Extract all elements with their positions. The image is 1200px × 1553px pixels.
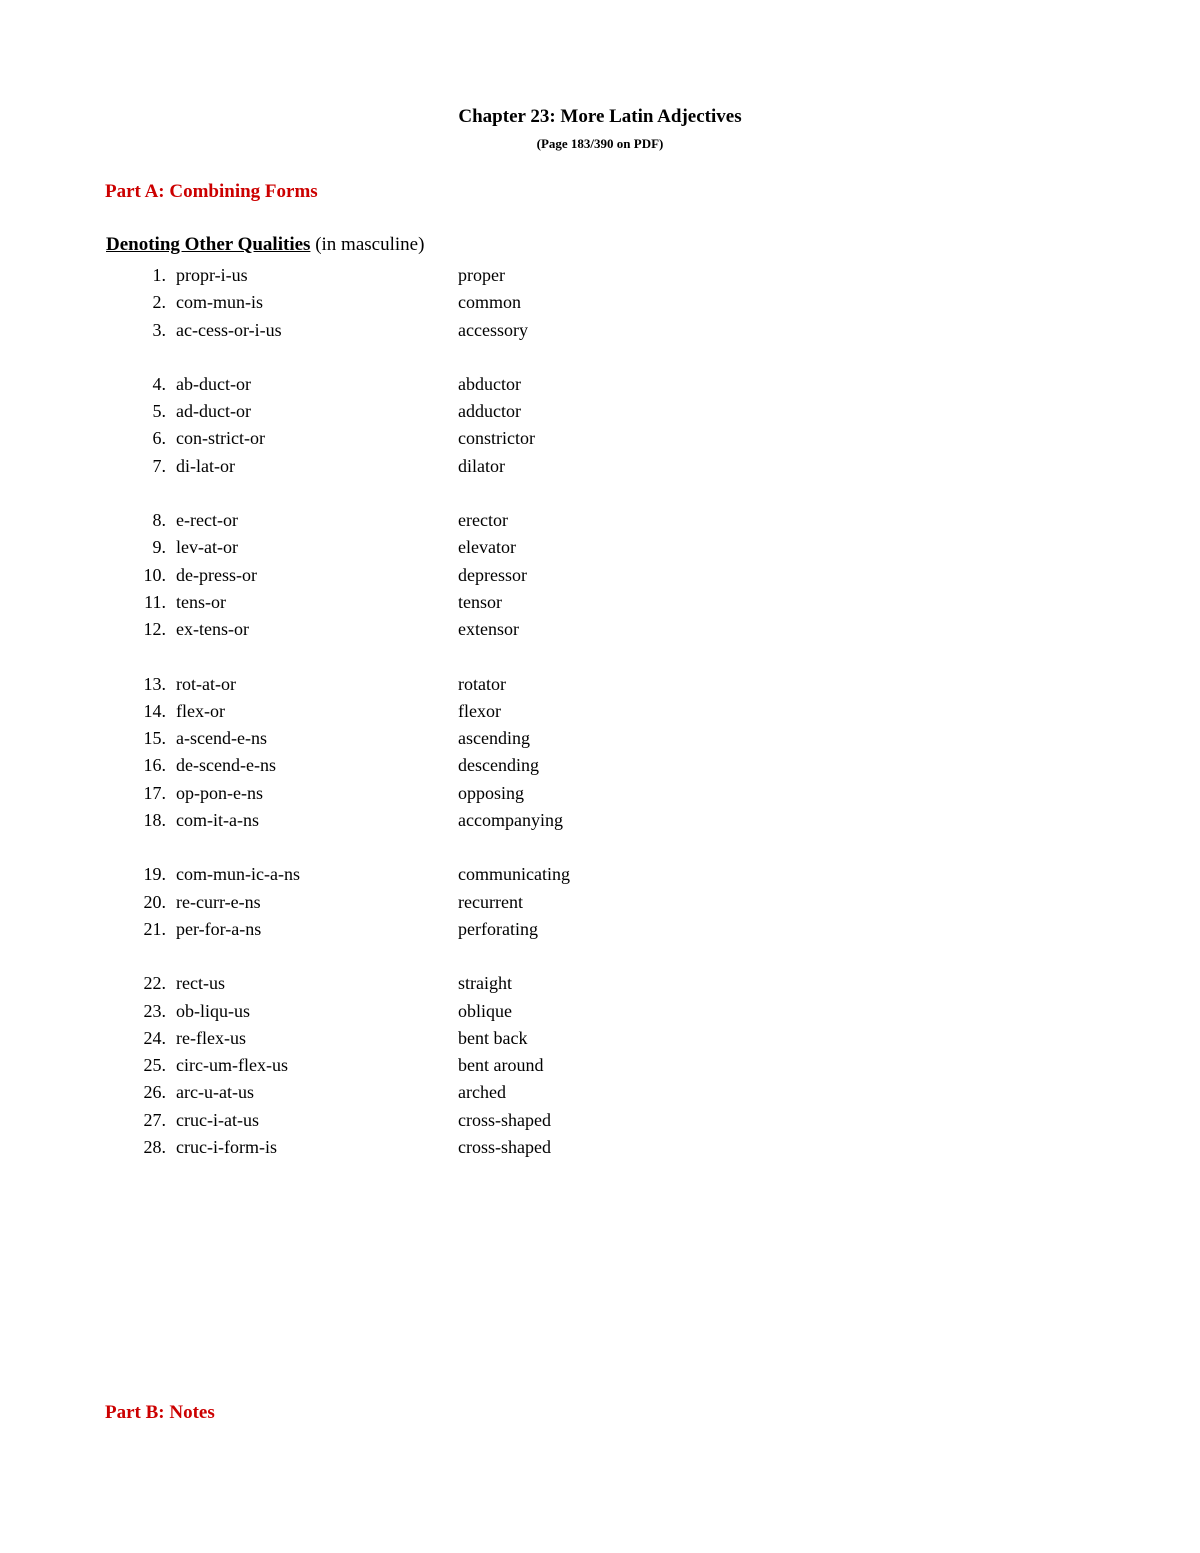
term-row: [0, 453, 1200, 480]
term-number: 15.: [143, 728, 166, 749]
page-title: Chapter 23: More Latin Adjectives: [458, 106, 742, 127]
term-latin: tens-or: [176, 591, 226, 612]
term-number: 4.: [152, 373, 166, 394]
term-number: 21.: [143, 918, 166, 939]
term-row: [0, 262, 1200, 289]
term-number: 23.: [143, 1000, 166, 1021]
term-row: [0, 861, 1200, 888]
term-number: 20.: [143, 891, 166, 912]
term-number: 9.: [152, 537, 166, 558]
term-row: [0, 562, 1200, 589]
term-english: constrictor: [458, 428, 535, 449]
term-latin: di-lat-or: [176, 455, 235, 476]
term-latin: rect-us: [176, 973, 225, 994]
term-latin: lev-at-or: [176, 537, 238, 558]
term-english: oblique: [458, 1000, 512, 1021]
term-latin: cruc-i-form-is: [176, 1137, 277, 1158]
term-row: [0, 1134, 1200, 1161]
term-english: communicating: [458, 864, 570, 885]
term-row: [0, 534, 1200, 561]
term-number: 16.: [143, 755, 166, 776]
term-english: tensor: [458, 591, 502, 612]
term-row: [0, 970, 1200, 997]
term-english: recurrent: [458, 891, 523, 912]
term-english: adductor: [458, 401, 521, 422]
term-latin: ab-duct-or: [176, 373, 251, 394]
term-latin: a-scend-e-ns: [176, 728, 267, 749]
term-english: cross-shaped: [458, 1137, 551, 1158]
term-row: [0, 289, 1200, 316]
term-latin: ac-cess-or-i-us: [176, 319, 282, 340]
term-number: 2.: [152, 292, 166, 313]
term-row: [0, 807, 1200, 834]
term-latin: cruc-i-at-us: [176, 1109, 259, 1130]
term-english: cross-shaped: [458, 1109, 551, 1130]
term-list: [0, 262, 1200, 1161]
term-row: [0, 752, 1200, 779]
term-latin: flex-or: [176, 700, 225, 721]
term-english: proper: [458, 265, 505, 285]
term-number: 22.: [143, 973, 166, 994]
term-latin: propr-i-us: [176, 265, 248, 285]
term-english: bent back: [458, 1027, 528, 1048]
term-english: depressor: [458, 564, 527, 585]
term-latin: com-mun-is: [176, 292, 263, 313]
term-english: flexor: [458, 700, 501, 721]
term-row: [0, 317, 1200, 344]
term-latin: ad-duct-or: [176, 401, 251, 422]
term-english: abductor: [458, 373, 521, 394]
term-row: [0, 916, 1200, 943]
term-latin: ex-tens-or: [176, 619, 249, 640]
term-latin: ob-liqu-us: [176, 1000, 250, 1021]
term-number: 17.: [143, 782, 166, 803]
term-latin: re-flex-us: [176, 1027, 246, 1048]
term-row: [0, 698, 1200, 725]
term-english: arched: [458, 1082, 506, 1103]
term-english: opposing: [458, 782, 525, 803]
term-number: 26.: [143, 1082, 166, 1103]
term-number: 25.: [143, 1055, 166, 1076]
section-heading: [106, 234, 424, 256]
term-english: perforating: [458, 918, 538, 939]
term-row: [0, 1052, 1200, 1079]
term-latin: re-curr-e-ns: [176, 891, 261, 912]
term-number: 1.: [152, 265, 166, 285]
part-a-heading: Part A: Combining Forms: [105, 181, 318, 202]
term-english: accompanying: [458, 810, 563, 831]
term-row: [0, 507, 1200, 534]
term-row: [0, 780, 1200, 807]
term-number: 7.: [152, 455, 166, 476]
term-number: 12.: [143, 619, 166, 640]
term-number: 28.: [143, 1137, 166, 1158]
term-number: 27.: [143, 1109, 166, 1130]
term-row: [0, 616, 1200, 643]
term-english: rotator: [458, 673, 506, 694]
term-number: 6.: [152, 428, 166, 449]
term-latin: com-mun-ic-a-ns: [176, 864, 300, 885]
term-row: [0, 998, 1200, 1025]
term-latin: de-scend-e-ns: [176, 755, 276, 776]
term-latin: op-pon-e-ns: [176, 782, 263, 803]
term-number: 13.: [143, 673, 166, 694]
section-heading-title: Denoting Other Qualities: [106, 234, 311, 255]
term-row: [0, 425, 1200, 452]
term-row: [0, 371, 1200, 398]
term-latin: circ-um-flex-us: [176, 1055, 288, 1076]
term-english: accessory: [458, 319, 528, 340]
term-latin: e-rect-or: [176, 510, 238, 531]
term-number: 10.: [143, 564, 166, 585]
term-row: [0, 889, 1200, 916]
term-latin: arc-u-at-us: [176, 1082, 254, 1103]
term-english: dilator: [458, 455, 505, 476]
term-row: [0, 671, 1200, 698]
term-row: [0, 589, 1200, 616]
term-number: 19.: [143, 864, 166, 885]
term-row: [0, 398, 1200, 425]
section-heading-note: (in masculine): [310, 234, 425, 255]
term-english: extensor: [458, 619, 519, 640]
term-number: 18.: [143, 810, 166, 831]
term-number: 5.: [152, 401, 166, 422]
term-latin: con-strict-or: [176, 428, 265, 449]
term-number: 24.: [143, 1027, 166, 1048]
term-row: [0, 725, 1200, 752]
term-english: descending: [458, 755, 539, 776]
term-row: [0, 1079, 1200, 1106]
term-latin: per-for-a-ns: [176, 918, 262, 939]
term-number: 8.: [152, 510, 166, 531]
term-english: straight: [458, 973, 512, 994]
term-english: bent around: [458, 1055, 544, 1076]
term-number: 3.: [152, 319, 166, 340]
term-latin: com-it-a-ns: [176, 810, 259, 831]
page-subtitle: (Page 183/390 on PDF): [536, 136, 664, 151]
term-english: erector: [458, 510, 508, 531]
term-english: ascending: [458, 728, 530, 749]
term-number: 14.: [143, 700, 166, 721]
term-row: [0, 1107, 1200, 1134]
term-latin: rot-at-or: [176, 673, 236, 694]
term-english: elevator: [458, 537, 516, 558]
term-row: [0, 1025, 1200, 1052]
term-latin: de-press-or: [176, 564, 257, 585]
term-english: common: [458, 292, 521, 313]
term-number: 11.: [144, 591, 166, 612]
part-b-heading: Part B: Notes: [105, 1402, 215, 1423]
